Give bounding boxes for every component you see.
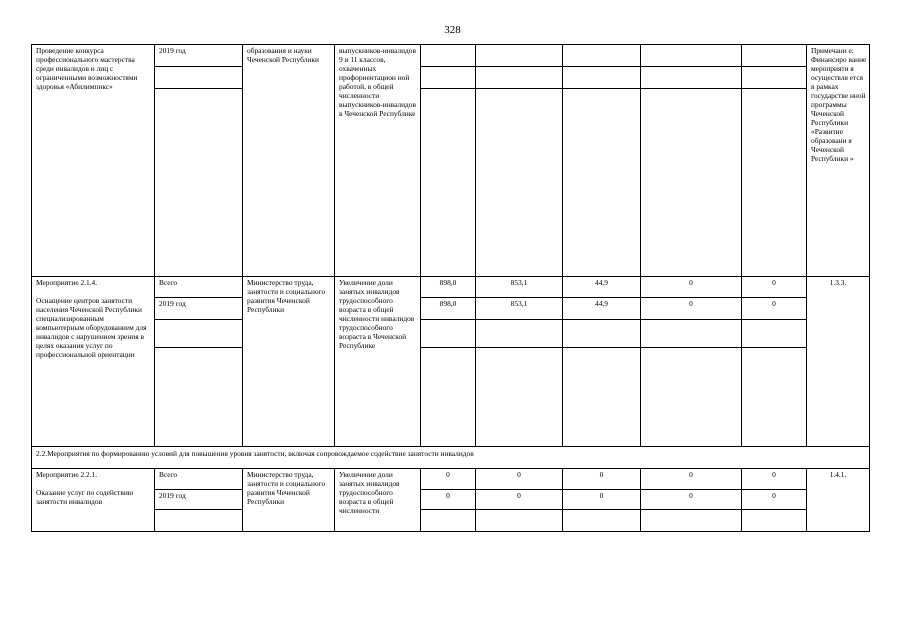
value-total: 898,0 xyxy=(421,277,476,298)
value-cell xyxy=(742,67,807,89)
value-cell xyxy=(641,348,742,447)
value-cell xyxy=(476,348,563,447)
period-label: Всего xyxy=(155,469,243,490)
indicator-cell: выпускников-инвалидов 9 и 11 классов, охваченных профориентацион ной работой, в общей численности выпускников-инвалидов в Чеченской Республике xyxy=(335,45,421,277)
value-total: 898,0 xyxy=(421,298,476,320)
value-regional: 0 xyxy=(563,490,641,510)
table-row xyxy=(32,277,870,298)
value-cell xyxy=(742,45,807,67)
value-cell xyxy=(742,348,807,447)
target-code: 1.4.1. xyxy=(807,469,870,532)
event-description: Оказание услуг по содействию занятости инвалидов xyxy=(36,488,134,507)
period-label xyxy=(155,348,243,447)
period-label: 2019 год xyxy=(155,490,243,510)
event-title: Проведение конкурса профессионального мастерства среди инвалидов и лиц с ограниченными возможностями здоровья «Абилимпикс» xyxy=(32,45,155,277)
value-federal: 0 xyxy=(476,469,563,490)
year-label xyxy=(155,67,243,89)
value-cell xyxy=(742,320,807,348)
indicator-cell: Увеличение доли занятых инвалидов трудоспособного возраста в общей численности инвалидов трудоспособного возраста в Чеченской Республике xyxy=(335,277,421,447)
value-cell xyxy=(476,320,563,348)
value-other: 0 xyxy=(742,490,807,510)
value-cell xyxy=(641,320,742,348)
value-cell xyxy=(421,67,476,89)
table-row xyxy=(32,348,870,447)
period-label: Всего xyxy=(155,277,243,298)
value-cell xyxy=(742,89,807,277)
value-regional: 44,9 xyxy=(563,298,641,320)
value-federal: 853,1 xyxy=(476,277,563,298)
value-cell xyxy=(742,510,807,532)
table-row xyxy=(32,447,870,469)
value-regional: 44,9 xyxy=(563,277,641,298)
value-cell xyxy=(641,510,742,532)
table-row xyxy=(32,89,870,277)
value-cell xyxy=(563,320,641,348)
target-code: 1.3.3. xyxy=(807,277,870,447)
value-cell xyxy=(641,67,742,89)
year-label xyxy=(155,89,243,277)
table-row xyxy=(32,67,870,89)
value-cell xyxy=(476,45,563,67)
value-cell xyxy=(421,348,476,447)
value-total: 0 xyxy=(421,469,476,490)
event-title xyxy=(32,277,155,447)
value-local: 0 xyxy=(641,298,742,320)
event-number: Мероприятие 2.1.4. xyxy=(36,278,98,287)
value-cell xyxy=(476,510,563,532)
value-cell xyxy=(421,510,476,532)
period-label xyxy=(155,510,243,532)
value-cell xyxy=(563,348,641,447)
event-title xyxy=(32,469,155,532)
program-table xyxy=(31,44,870,532)
value-cell xyxy=(476,67,563,89)
value-cell xyxy=(563,89,641,277)
value-local: 0 xyxy=(641,469,742,490)
value-regional: 0 xyxy=(563,469,641,490)
page-number: 328 xyxy=(444,24,461,36)
executor-cell: Министерство труда, занятости и социального развития Чеченской Республики xyxy=(243,277,335,447)
event-description: Оснащение центров занятости населения Чеченской Республики специализированным компьютерным оборудованием для инвалидов с нарушением зрения в целях оказания услуг по профессиональной ориентации xyxy=(36,296,147,360)
value-cell xyxy=(563,45,641,67)
value-cell xyxy=(563,510,641,532)
period-label xyxy=(155,320,243,348)
value-local: 0 xyxy=(641,277,742,298)
table-row xyxy=(32,45,870,67)
value-federal: 853,1 xyxy=(476,298,563,320)
value-cell xyxy=(641,45,742,67)
table-row xyxy=(32,490,870,510)
value-total: 0 xyxy=(421,490,476,510)
table-row xyxy=(32,469,870,490)
value-cell xyxy=(421,89,476,277)
executor-cell: образования и науки Чеченской Республики xyxy=(243,45,335,277)
value-other: 0 xyxy=(742,298,807,320)
value-cell xyxy=(641,89,742,277)
note-cell: Примечани е: Финансиро вание мероприяти я осуществля ется в рамках государстве нной программы Чеченской Республики «Развитие образовани я Чеченской Республики » xyxy=(807,45,870,277)
table-row xyxy=(32,510,870,532)
value-other: 0 xyxy=(742,277,807,298)
executor-cell: Министерство труда, занятости и социального развития Чеченской Республики xyxy=(243,469,335,532)
value-cell xyxy=(476,89,563,277)
value-cell xyxy=(563,67,641,89)
table-row xyxy=(32,320,870,348)
period-label: 2019 год xyxy=(155,298,243,320)
value-other: 0 xyxy=(742,469,807,490)
table-row xyxy=(32,298,870,320)
event-number: Мероприятие 2.2.1. xyxy=(36,470,98,479)
value-federal: 0 xyxy=(476,490,563,510)
year-label: 2019 год xyxy=(155,45,243,67)
value-local: 0 xyxy=(641,490,742,510)
value-cell xyxy=(421,45,476,67)
section-heading: 2.2.Мероприятия по формированию условий для повышения уровня занятости, включая сопровождаемое содействие занятости инвалидов xyxy=(32,447,870,469)
indicator-cell: Увеличение доли занятых инвалидов трудоспособного возраста в общей численности xyxy=(335,469,421,532)
value-cell xyxy=(421,320,476,348)
